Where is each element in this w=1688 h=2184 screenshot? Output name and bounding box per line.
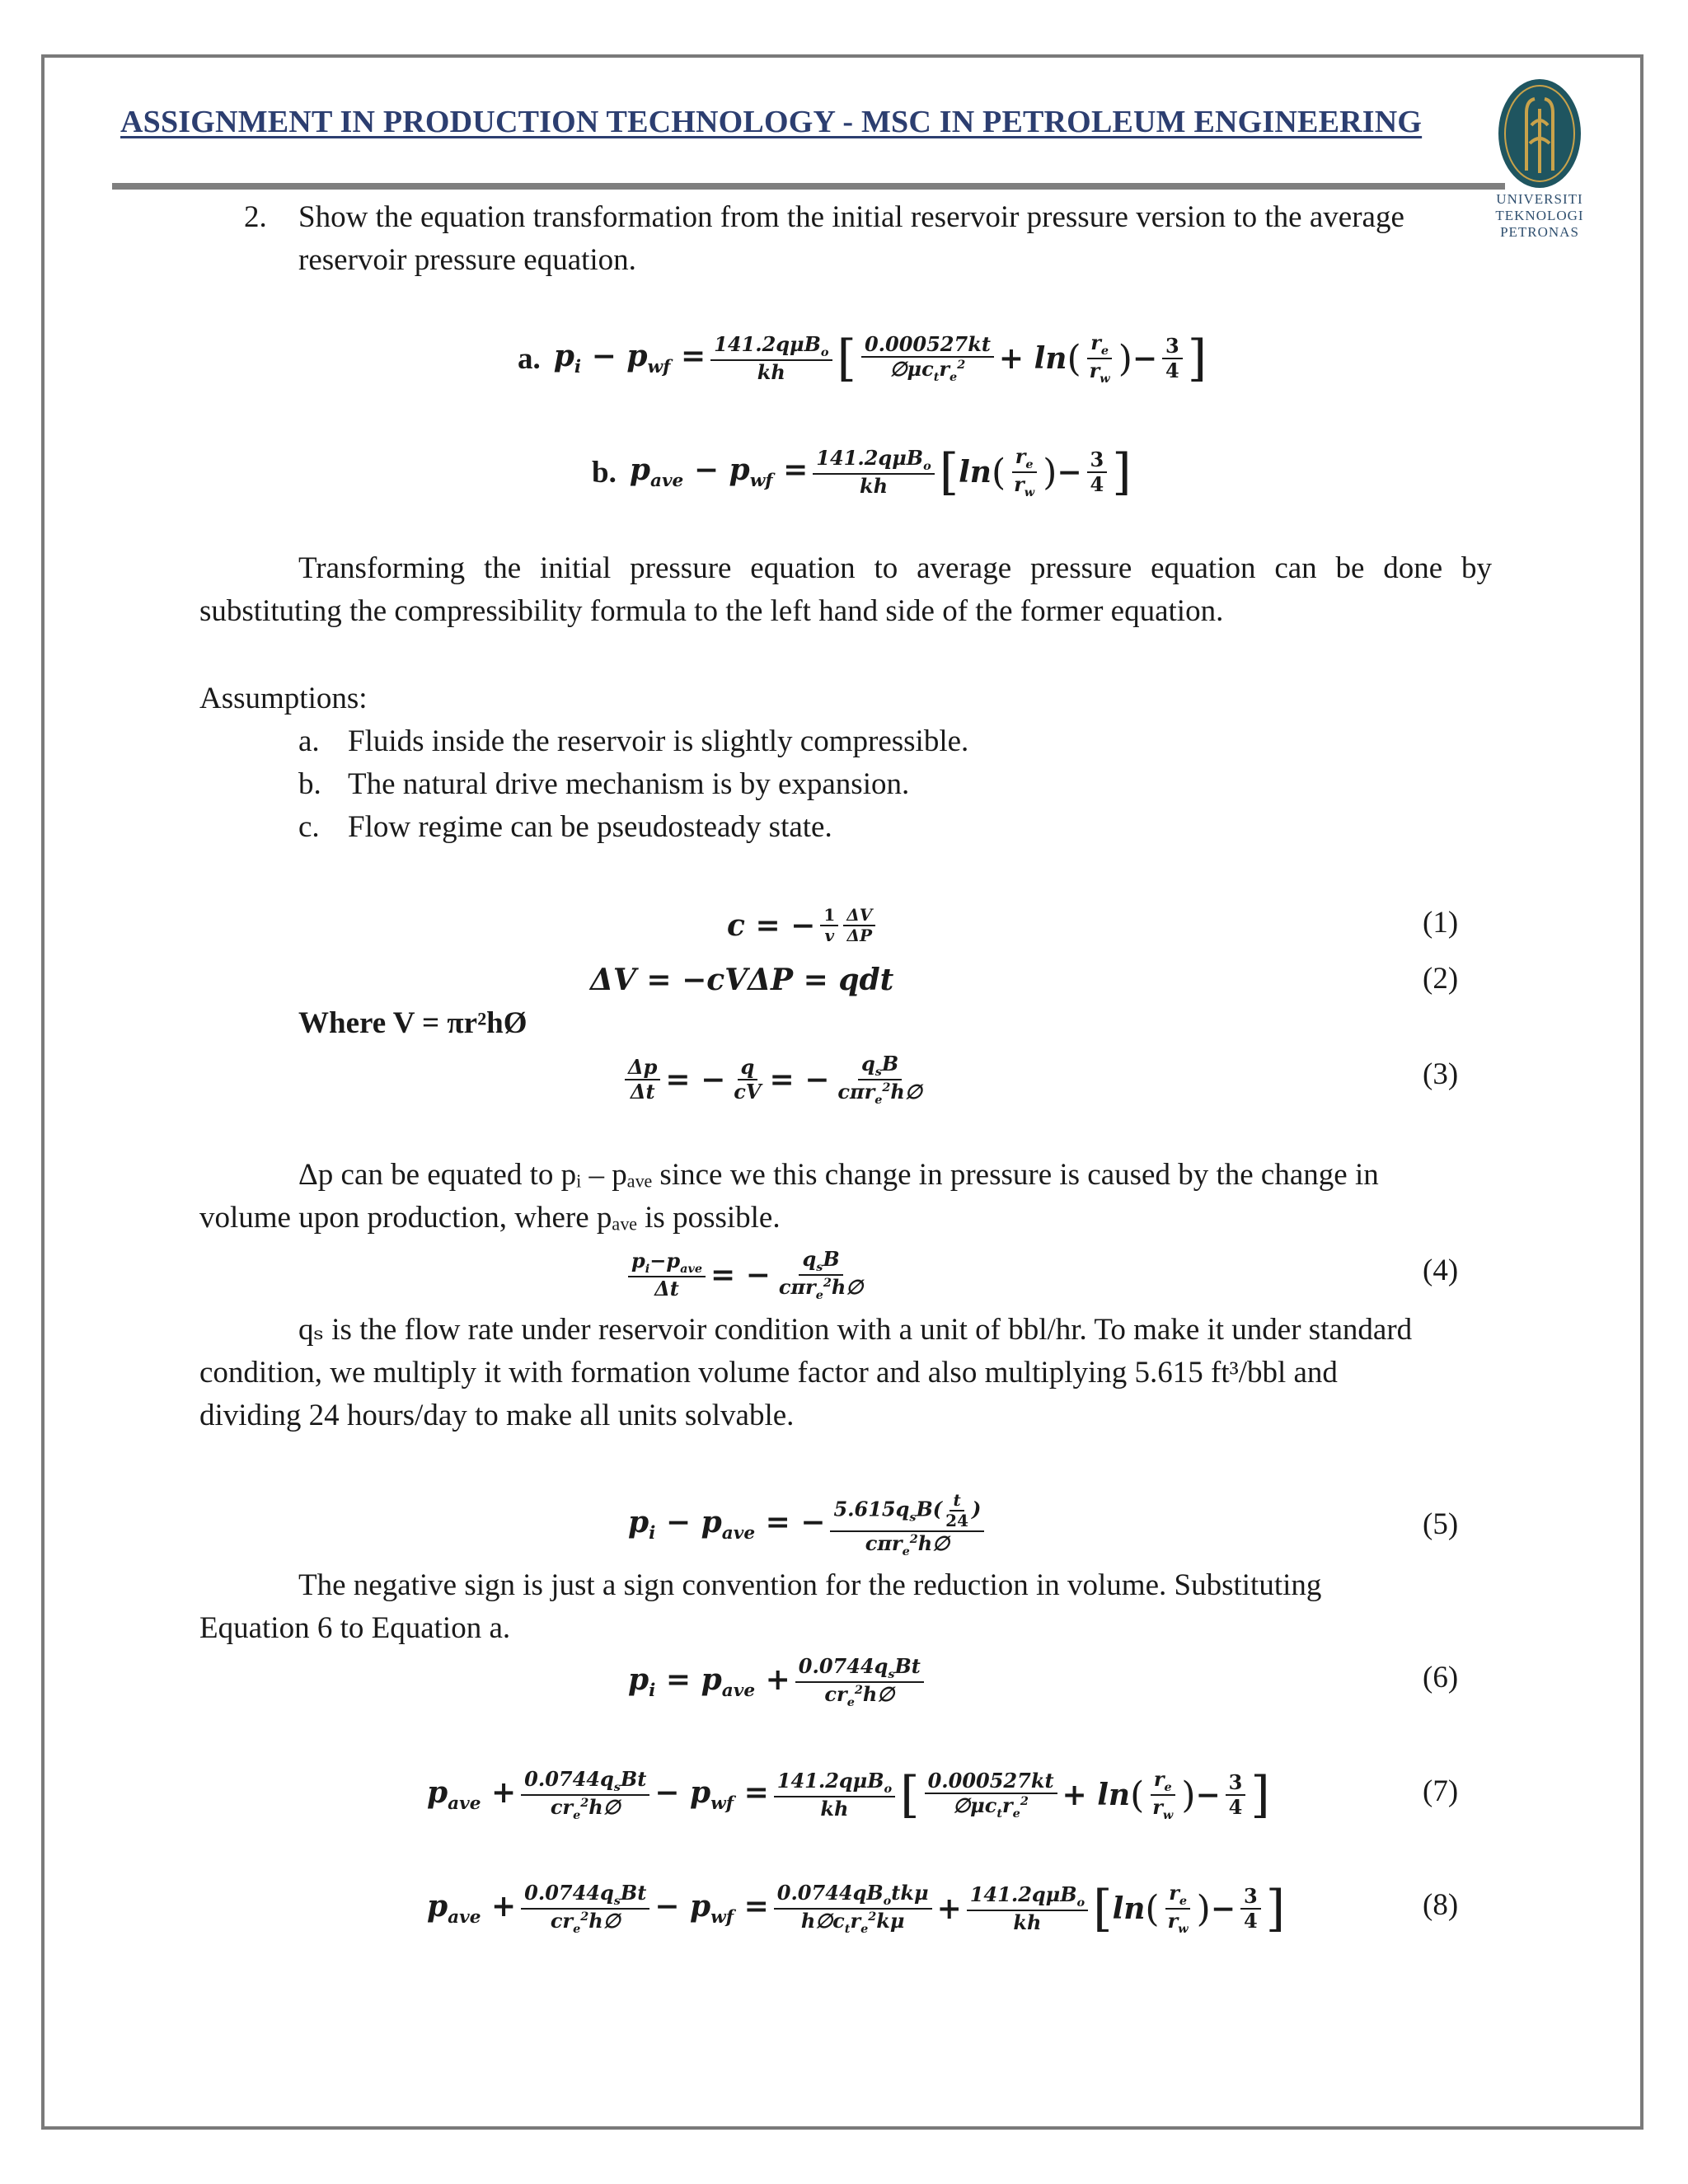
equation-number: (1) (1423, 906, 1459, 940)
where-definition: Where V = πr²hØ (298, 1006, 528, 1040)
assumption-item: Flow regime can be pseudosteady state. (348, 810, 832, 844)
header-divider (112, 183, 1505, 190)
equation-4: $\frac{p_i-p_{ave}}{\Delta t}$ = − $\frac{q_sB}{c\pi r_e^2h\emptyset}$ (628, 1240, 871, 1310)
question-line-1: Show the equation transformation from the initial reservoir pressure version to the average (298, 200, 1404, 234)
equation-7: $p_{ave}$ + $\frac{0.0744q_sBt}{cr_e^2h\emptyset}$ − $p_{wf}$ = $\frac{141.2q\mu B_o}{kh}$ [ $\frac{0.000527kt}{\emptyset\mu c_tr_e^2}$ + ln ( $\frac{r_e}{r_w}$ ) − $\frac{3}{4}$ ] (427, 1766, 1270, 1824)
question-number: 2. (244, 200, 267, 234)
assumptions-heading: Assumptions: (199, 682, 368, 715)
equation-number: (7) (1423, 1774, 1459, 1808)
assumption-item: The natural drive mechanism is by expansion. (348, 767, 910, 801)
qs-paragraph-line-2: condition, we multiply it with formation volume factor and also multiplying 5.615 ft³/bbl and (199, 1356, 1338, 1390)
equation-number: (5) (1423, 1507, 1459, 1541)
equation-number: (3) (1423, 1057, 1459, 1091)
equation-number: (6) (1423, 1661, 1459, 1694)
equation-2: ΔV = −cVΔP = qdt (590, 963, 894, 997)
assumption-item: Fluids inside the reservoir is slightly compressible. (348, 724, 969, 758)
equation-1: c = − $\frac{1}{v}$ $\frac{\Delta V}{\Delta P}$ (727, 890, 880, 961)
header-title: ASSIGNMENT IN PRODUCTION TECHNOLOGY - MSC IN PETROLEUM ENGINEERING (120, 105, 1423, 139)
sign-paragraph-line-1: The negative sign is just a sign convention for the reduction in volume. Substituting (298, 1568, 1322, 1602)
equation-3: $\frac{\Delta p}{\Delta t}$ = − $\frac{q}{cV}$ = − $\frac{q_sB}{c\pi r_e^2h\emptyset}$ (625, 1042, 931, 1118)
dp-paragraph-line-2: volume upon production, where pₐᵥₑ is possible. (199, 1201, 781, 1235)
qs-paragraph-line-3: dividing 24 hours/day to make all units solvable. (199, 1399, 795, 1432)
university-logo-icon (1493, 76, 1586, 191)
equation-a: a. $p_i - p_{wf}$ = $\frac{141.2q\mu B_o}{kh}$ [ $\frac{0.000527kt}{\emptyset\mu c_tr_e^2}$ + ln ( $\frac{r_e}{r_w}$ ) − $\frac{3}{4}$ ] (518, 330, 1207, 387)
assumption-marker: c. (298, 810, 320, 844)
dp-paragraph-line-1: Δp can be equated to pᵢ – pₐᵥₑ since we this change in pressure is caused by the change in (298, 1158, 1379, 1192)
assumption-marker: b. (298, 767, 321, 801)
sign-paragraph-line-2: Equation 6 to Equation a. (199, 1611, 511, 1645)
equation-number: (8) (1423, 1888, 1459, 1922)
qs-paragraph-line-1: qₛ is the flow rate under reservoir condition with a unit of bbl/hr. To make it under standard (298, 1313, 1413, 1347)
question-line-2: reservoir pressure equation. (298, 243, 636, 277)
intro-line-2: substituting the compressibility formula to the left hand side of the former equation. (199, 594, 1224, 628)
equation-number: (4) (1423, 1254, 1459, 1287)
equation-number: (2) (1423, 962, 1459, 996)
equation-b: b. $p_{ave} - p_{wf}$ = $\frac{141.2q\mu B_o}{kh}$ [ ln ( $\frac{r_e}{r_w}$ ) − $\frac{3}{4}$ ] (592, 443, 1132, 501)
intro-line-1: Transforming the initial pressure equation to average pressure equation can be done by (298, 551, 1492, 585)
equation-8: $p_{ave}$ + $\frac{0.0744q_sBt}{cr_e^2h\emptyset}$ − $p_{wf}$ = $\frac{0.0744qB_otk\mu}{h\emptyset c_tr_e^2k\mu}$ + $\frac{141.2q\mu B_o}{kh}$ [ ln ( $\frac{r_e}{r_w}$ ) − $\frac{3}{4}$ ] (427, 1880, 1286, 1938)
equation-6: $p_i = p_{ave}$ + $\frac{0.0744q_sBt}{cr_e^2h\emptyset}$ (628, 1645, 929, 1719)
assumption-marker: a. (298, 724, 320, 758)
equation-5: $p_i - p_{ave}$ = − $5.615q_sB$( $\frac{t}{24}$ ) cπr$_e^2$h∅ (628, 1483, 989, 1566)
logo-caption: UNIVERSITI TEKNOLOGI PETRONAS (1495, 191, 1584, 240)
